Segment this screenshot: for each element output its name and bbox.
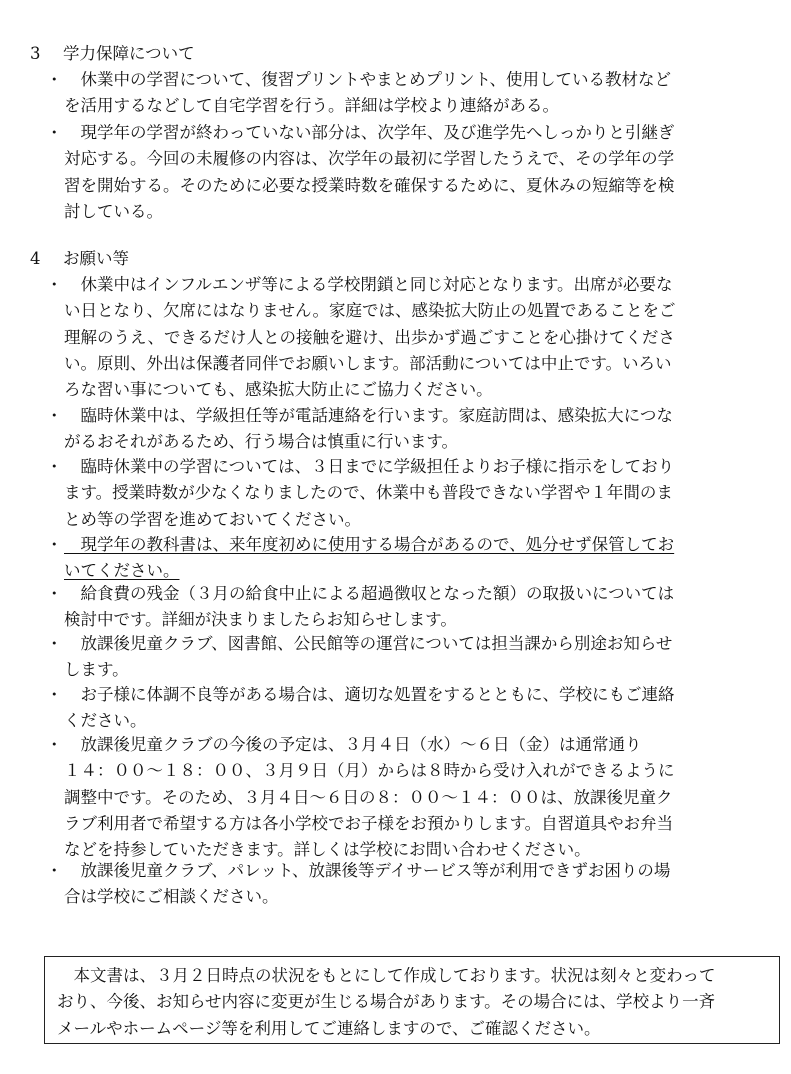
item-text: お子様に体調不良等がある場合は、適切な処置をするとともに、学校にもご連絡 ください。 bbox=[64, 685, 675, 731]
bullet: ・ bbox=[46, 70, 63, 89]
section-4-item-4 bbox=[46, 532, 751, 585]
section-4-item-5 bbox=[46, 581, 751, 634]
bullet: ・ bbox=[46, 406, 63, 425]
section-4-item-6 bbox=[46, 631, 751, 684]
item-text: 臨時休業中は、学級担任等が電話連絡を行います。家庭訪問は、感染拡大につな がるおそれがあるため、行う場合は慎重に行います。 bbox=[64, 406, 673, 452]
section-4-number: 4 bbox=[30, 249, 41, 268]
section-3-number: 3 bbox=[30, 44, 41, 63]
section-4-item-1 bbox=[46, 272, 751, 403]
section-4-item-2 bbox=[46, 403, 751, 456]
section-3-item-1 bbox=[46, 67, 751, 120]
bullet: ・ bbox=[46, 535, 63, 554]
section-3-title: 学力保障について bbox=[63, 44, 195, 63]
section-4-item-7 bbox=[46, 682, 751, 735]
item-text: 休業中はインフルエンザ等による学校閉鎖と同じ対応となります。出席が必要な い日となり、欠席にはなりません。家庭では、感染拡大防止の処置であることをご 理解のうえ、できるだけ人との接触を避け、出歩かず過ごすことを心掛けてくださ い。原則、外出は保護者同伴でお願いします。部活動については中止です。いろい ろな習い事についても、感染拡大防止にご協力ください。 bbox=[64, 275, 676, 400]
item-text: 放課後児童クラブ、パレット、放課後等デイサービス等が利用できずお困りの場 合は学校にご相談ください。 bbox=[64, 861, 671, 907]
section-3-item-2 bbox=[46, 120, 751, 225]
bullet: ・ bbox=[46, 457, 63, 476]
section-4-item-9 bbox=[46, 858, 751, 911]
item-text: 休業中の学習について、復習プリントやまとめプリント、使用している教材など を活用するなどして自宅学習を行う。詳細は学校より連絡がある。 bbox=[64, 70, 672, 116]
bullet: ・ bbox=[46, 123, 63, 142]
bullet: ・ bbox=[46, 275, 63, 294]
item-text: 放課後児童クラブ、図書館、公民館等の運営については担当課から別途お知らせ します。 bbox=[64, 634, 673, 680]
bullet: ・ bbox=[46, 735, 63, 754]
section-4-title: お願い等 bbox=[63, 249, 129, 268]
item-text: 臨時休業中の学習については、３日までに学級担任よりお子様に指示をしており ます。授業時数が少なくなりましたので、休業中も普段できない学習や１年間のま とめ等の学習を進めておいてください。 bbox=[64, 457, 675, 529]
item-text: 放課後児童クラブの今後の予定は、３月４日（水）～６日（金）は通常通り １４：００～１８：００、３月９日（月）からは８時から受け入れができるように 調整中です。そのため、３月４日～６日の８：００～１４：００は、放課後児童ク ラブ利用者で希望する方は各小学校でお子様をお預かりします。自習道具やお弁当 などを持参していただきます。詳しくは学校にお問い合わせください。 bbox=[64, 735, 675, 860]
item-text: 給食費の残金（３月の給食中止による超過徴収となった額）の取扱いについては 検討中です。詳細が決まりましたらお知らせします。 bbox=[64, 584, 675, 630]
bullet: ・ bbox=[46, 685, 63, 704]
section-4-heading bbox=[30, 246, 129, 272]
item-text-underlined: 現学年の教科書は、来年度初めに使用する場合があるので、処分せず保管してお いてください。 bbox=[64, 535, 675, 581]
section-3-heading bbox=[30, 41, 195, 67]
bullet: ・ bbox=[46, 634, 63, 653]
section-4-item-8 bbox=[46, 732, 751, 863]
bullet: ・ bbox=[46, 584, 63, 603]
bullet: ・ bbox=[46, 861, 63, 880]
section-4-item-3 bbox=[46, 454, 751, 533]
notice-box: 本文書は、３月２日時点の状況をもとにして作成しております。状況は刻々と変わって おり、今後、お知らせ内容に変更が生じる場合があります。その場合には、学校より一斉 メールやホームページ等を利用してご連絡しますので、ご確認ください。 bbox=[44, 956, 780, 1044]
item-text: 現学年の学習が終わっていない部分は、次学年、及び進学先へしっかりと引継ぎ 対応する。今回の未履修の内容は、次学年の最初に学習したうえで、その学年の学 習を開始する。そのために必要な授業時数を確保するために、夏休みの短縮等を検 討している。 bbox=[64, 123, 675, 221]
